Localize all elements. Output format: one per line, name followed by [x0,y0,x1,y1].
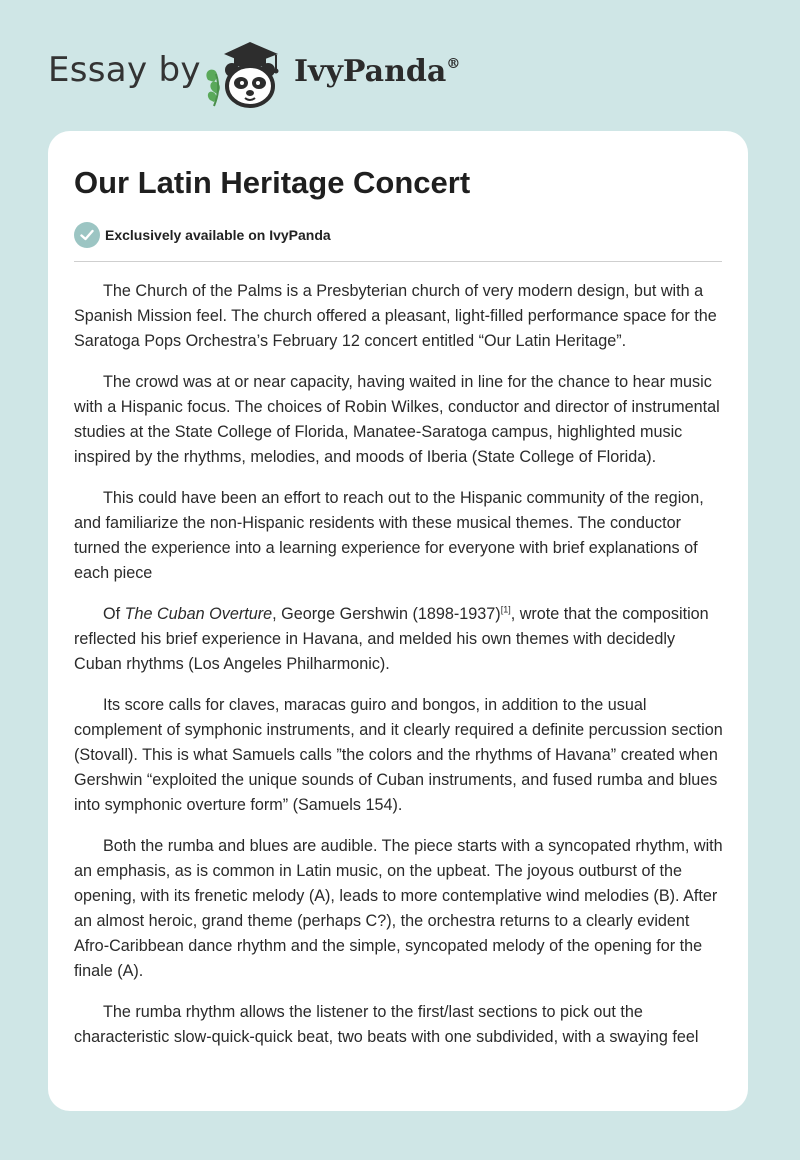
divider [74,261,722,262]
paragraph: The crowd was at or near capacity, having waited in line for the chance to hear music with a Hispanic focus. The choices of Robin Wilkes, conductor and director of instrumental studies at the State College of Florida, Manatee-Saratoga campus, highlighted music inspired by the rhythms, melodies, and moods of Iberia (State College of Florida). [74,373,720,466]
paragraph: Both the rumba and blues are audible. The piece starts with a syncopated rhythm, with an emphasis, as is common in Latin music, on the upbeat. The joyous outburst of the opening, with its frenetic melody (A), leads to more contemplative wind melodies (B). After an almost heroic, grand theme (perhaps C?), the orchestra returns to a clearly evident Afro-Caribbean dance rhythm and the simple, syncopated melody of the opening for the finale (A). [74,837,723,980]
paragraph: The rumba rhythm allows the listener to the first/last sections to pick out the characteristic slow-quick-quick beat, two beats with one subdivided, with a swaying feel [74,1003,699,1046]
article-card [48,131,748,1111]
brand-name[interactable]: IvyPanda® [294,54,461,89]
ivypanda-logo-icon[interactable] [204,34,292,110]
paragraph: Of The Cuban Overture, George Gershwin (1898-1937)[1], wrote that the composition reflected his brief experience in Havana, and melded his own themes with decidedly Cuban rhythms (Los Angeles Philharmonic). [74,604,709,673]
site-header [48,34,568,110]
paragraph: The Church of the Palms is a Presbyterian church of very modern design, but with a Spanish Mission feel. The church offered a pleasant, light-filled performance space for the Saratoga Pops Orchestra’s February 12 concert entitled “Our Latin Heritage”. [74,282,717,350]
article-body [74,279,724,1066]
work-title: The Cuban Overture [124,605,273,623]
paragraph: This could have been an effort to reach out to the Hispanic community of the region, and familiarize the non-Hispanic residents with these musical themes. The conductor turned the experience into a learning experience for everyone with brief explanations of each piece [74,489,704,582]
page-title: Our Latin Heritage Concert [74,165,471,200]
registered-mark: ® [446,56,461,72]
paragraph: Its score calls for claves, maracas guiro and bongos, in addition to the usual complement of symphonic instruments, and it clearly required a definite percussion section (Stovall). This is what Samuels calls ”the colors and the rhythms of Havana” created when Gershwin “exploited the unique sounds of Cuban instruments, and fused rumba and blues into symphonic overture form” (Samuels 154). [74,696,723,814]
exclusive-badge [74,221,331,249]
badge-text: Exclusively available on IvyPanda [105,227,331,243]
footnote-link[interactable]: [1] [500,604,511,615]
essay-by-label: Essay by [48,50,201,90]
check-icon [74,222,100,248]
